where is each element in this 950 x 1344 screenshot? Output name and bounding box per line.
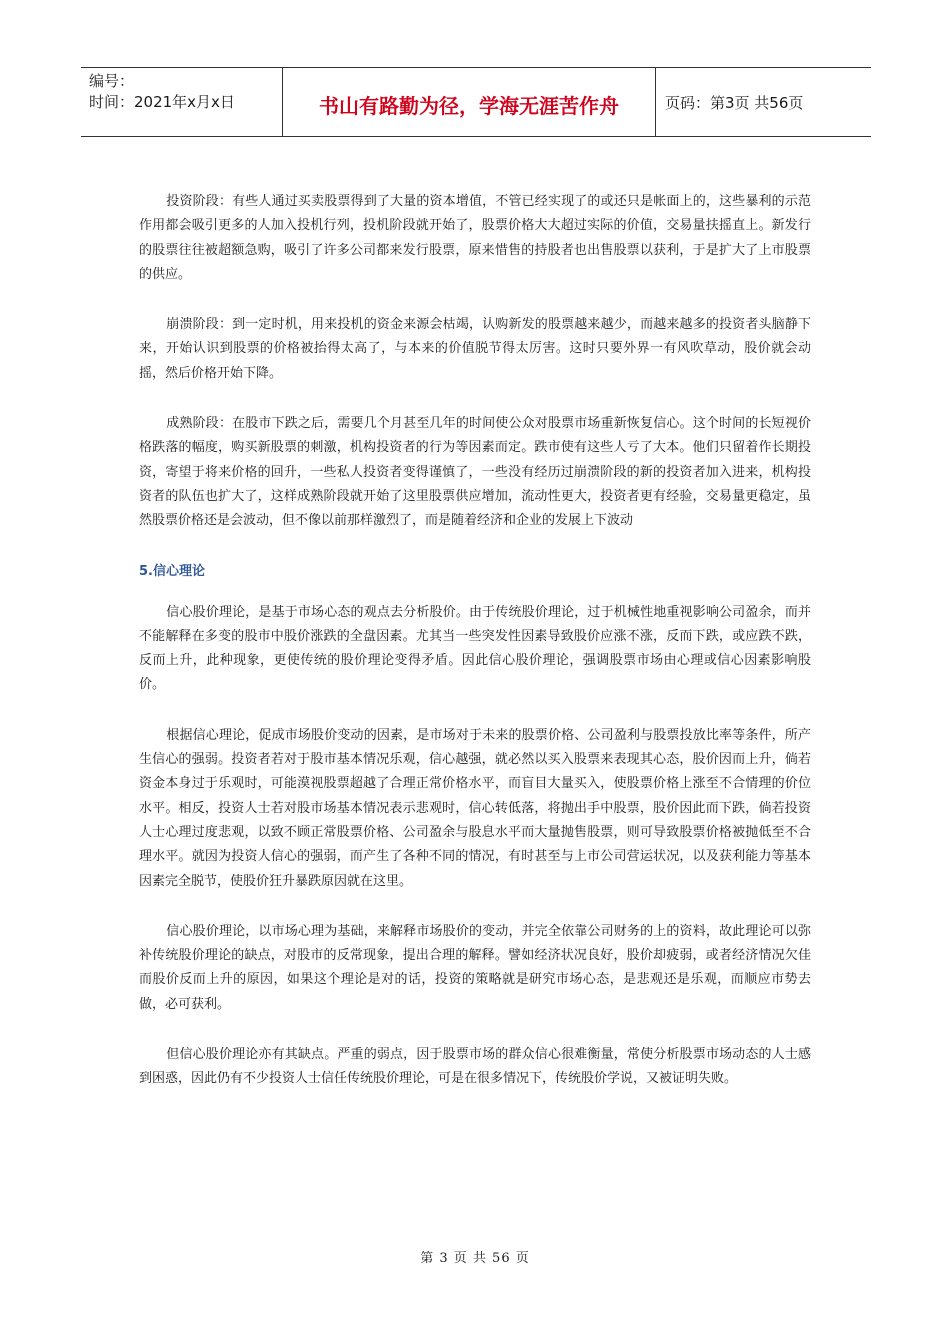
header-motto: 书山有路勤为径，学海无涯苦作舟 [282, 68, 656, 136]
header-meta [81, 68, 282, 136]
paragraph-confidence-3: 信心股价理论，以市场心理为基础，来解释市场股价的变动，并完全依靠公司财务的上的资料，故此理论可以弥补传统股价理论的缺点，对股市的反常现象，提出合理的解释。譬如经济状况良好，股价却疲弱，或者经济情况欠佳而股价反而上升的原因，如果这个理论是对的话，投资的策略就是研究市场心态，是悲观还是乐观，而顺应市势去做，必可获利。 [139, 923, 811, 1012]
paragraph-mature-stage: 成熟阶段：在股市下跌之后，需要几个月甚至几年的时间使公众对股票市场重新恢复信心。这个时间的长短视价格跌落的幅度，购买新股票的刺激，机构投资者的行为等因素而定。跌市使有这些人亏了大本。他们只留着作长期投资，寄望于将来价格的回升，一些私人投资者变得谨慎了，一些没有经历过崩溃阶段的新的投资者加入进来，机构投资者的队伍也扩大了，这样成熟阶段就开始了这里股票供应增加，流动性更大，投资者更有经验，交易量更稳定，虽然股票价格还是会波动，但不像以前那样激烈了，而是随着经济和企业的发展上下波动 [139, 416, 811, 529]
header-page-info: 页码：第3页 共56页 [665, 93, 804, 112]
section-heading: 5.信心理论 [139, 563, 205, 579]
page-footer: 第 3 页 共 56 页 [420, 1251, 530, 1266]
paragraph-collapse-stage: 崩溃阶段：到一定时机，用来投机的资金来源会枯竭，认购新发的股票越来越少，而越来越多的投资者头脑静下来，开始认识到股票的价格被抬得太高了，与本来的价值脱节得太厉害。这时只要外界一有风吹草动，股价就会动摇，然后价格开始下降。 [139, 317, 811, 381]
paragraph-confidence-4: 但信心股价理论亦有其缺点。严重的弱点，因于股票市场的群众信心很难衡量，常使分析股票市场动态的人士感到困惑，因此仍有不少投资人士信任传统股价理论，可是在很多情况下，传统股价学说，又被证明失败。 [139, 1047, 811, 1087]
page-header [81, 67, 871, 137]
document-body [139, 190, 811, 1118]
document-number-label: 编号： [89, 72, 135, 90]
paragraph-investment-stage: 投资阶段：有些人通过买卖股票得到了大量的资本增值，不管已经实现了的或还只是帐面上的，这些暴利的示范作用都会吸引更多的人加入投机行列，投机阶段就开始了，股票价格大大超过实际的价值，交易量扶摇直上。新发行的股票往往被超额急购，吸引了许多公司都来发行股票，原来惜售的持股者也出售股票以获利，于是扩大了上市股票的供应。 [139, 194, 811, 282]
paragraph-confidence-1: 信心股价理论，是基于市场心态的观点去分析股价。由于传统股价理论，过于机械性地重视影响公司盈余，而并不能解释在多变的股市中股价涨跌的全盘因素。尤其当一些突发性因素导致股价应涨不涨，反而下跌，或应跌不跌，反而上升，此种现象，更使传统的股价理论变得矛盾。因此信心股价理论，强调股票市场由心理或信心因素影响股价。 [139, 604, 811, 693]
paragraph-confidence-2: 根据信心理论，促成市场股价变动的因素，是市场对于未来的股票价格、公司盈利与股票投放比率等条件，所产生信心的强弱。投资者若对于股市基本情况乐观，信心越强，就必然以买入股票来表现其心态，股价因而上升，倘若资金本身过于乐观时，可能漠视股票超越了合理正常价格水平，而盲目大量买入，使股票价格上涨至不合情理的价位水平。相反，投资人士若对股市场基本情况表示悲观时，信心转低落，将抛出手中股票，股价因此而下跌，倘若投资人士心理过度悲观，以致不顾正常股票价格、公司盈余与股息水平而大量抛售股票，则可导致股票价格被抛低至不合理水平。就因为投资人信心的强弱，而产生了各种不同的情况，有时甚至与上市公司营运状况，以及获利能力等基本因素完全脱节，使股价狂升暴跌原因就在这里。 [139, 727, 811, 889]
document-date: 时间：2021年x月x日 [89, 93, 235, 111]
